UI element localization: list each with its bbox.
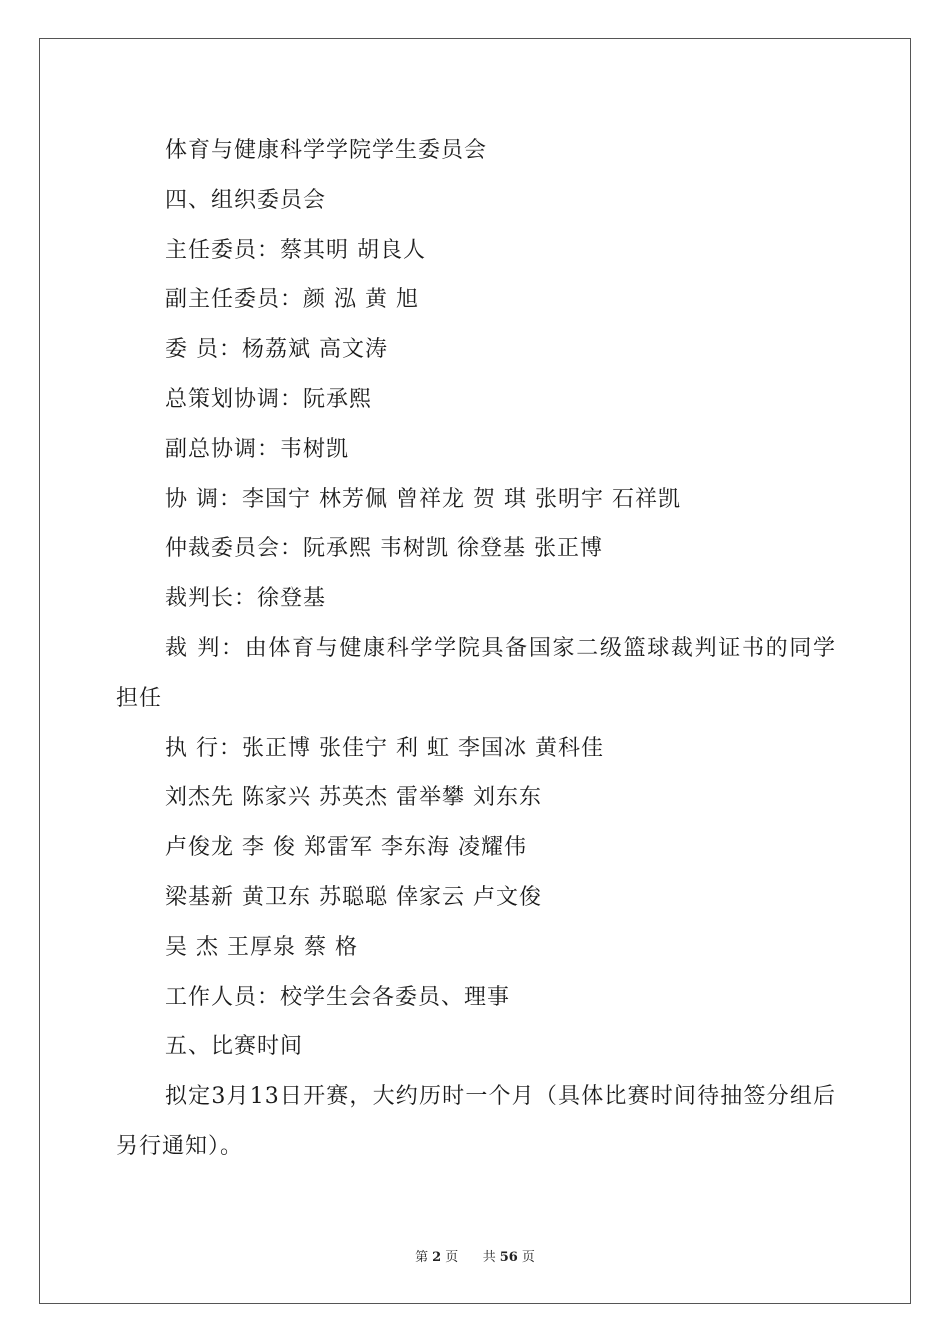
total-number: 56 [499, 1250, 518, 1265]
section-heading: 五、比赛时间 [165, 1034, 304, 1060]
text-line: 副主任委员：颜 泓 黄 旭 [165, 287, 419, 313]
page-prefix: 第 [415, 1250, 429, 1265]
text-line: 工作人员：校学生会各委员、理事 [165, 984, 511, 1010]
total-suffix: 页 [521, 1250, 535, 1265]
text-line: 卢俊龙 李 俊 郑雷军 李东海 凌耀伟 [165, 835, 527, 861]
total-prefix: 共 [482, 1250, 496, 1265]
text-line: 协 调：李国宁 林芳佩 曾祥龙 贺 琪 张明宇 石祥凯 [165, 486, 681, 512]
page-footer [0, 1246, 950, 1265]
text-line: 刘杰先 陈家兴 苏英杰 雷举攀 刘东东 [165, 785, 542, 811]
text-line: 执 行：张正博 张佳宁 利 虹 李国冰 黄科佳 [165, 735, 604, 761]
page-number: 2 [432, 1250, 442, 1265]
schedule-paragraph: 拟定3月13日开赛，大约历时一个月（具体比赛时间待抽签分组后另行通知）。 [116, 1084, 836, 1159]
page-indicator [411, 1250, 462, 1265]
text-line: 主任委员：蔡其明 胡良人 [165, 237, 426, 263]
page-suffix: 页 [445, 1250, 459, 1265]
text-line: 梁基新 黄卫东 苏聪聪 倖家云 卢文俊 [165, 884, 542, 910]
text-line: 仲裁委员会：阮承熙 韦树凯 徐登基 张正博 [165, 536, 603, 562]
text-line: 总策划协调：阮承熙 [165, 386, 373, 412]
text-line: 副总协调：韦树凯 [165, 436, 350, 462]
text-line: 委 员：杨荔斌 高文涛 [165, 337, 388, 363]
text-line: 吴 杰 王厚泉 蔡 格 [165, 934, 358, 960]
text-line: 体育与健康科学学院学生委员会 [165, 138, 488, 163]
referee-paragraph: 裁 判：由体育与健康科学学院具备国家二级篮球裁判证书的同学担任 [116, 635, 836, 711]
section-heading: 四、组织委员会 [165, 187, 327, 213]
text-line: 裁判长：徐登基 [165, 586, 327, 612]
document-body [116, 126, 836, 1172]
total-pages [479, 1250, 539, 1265]
